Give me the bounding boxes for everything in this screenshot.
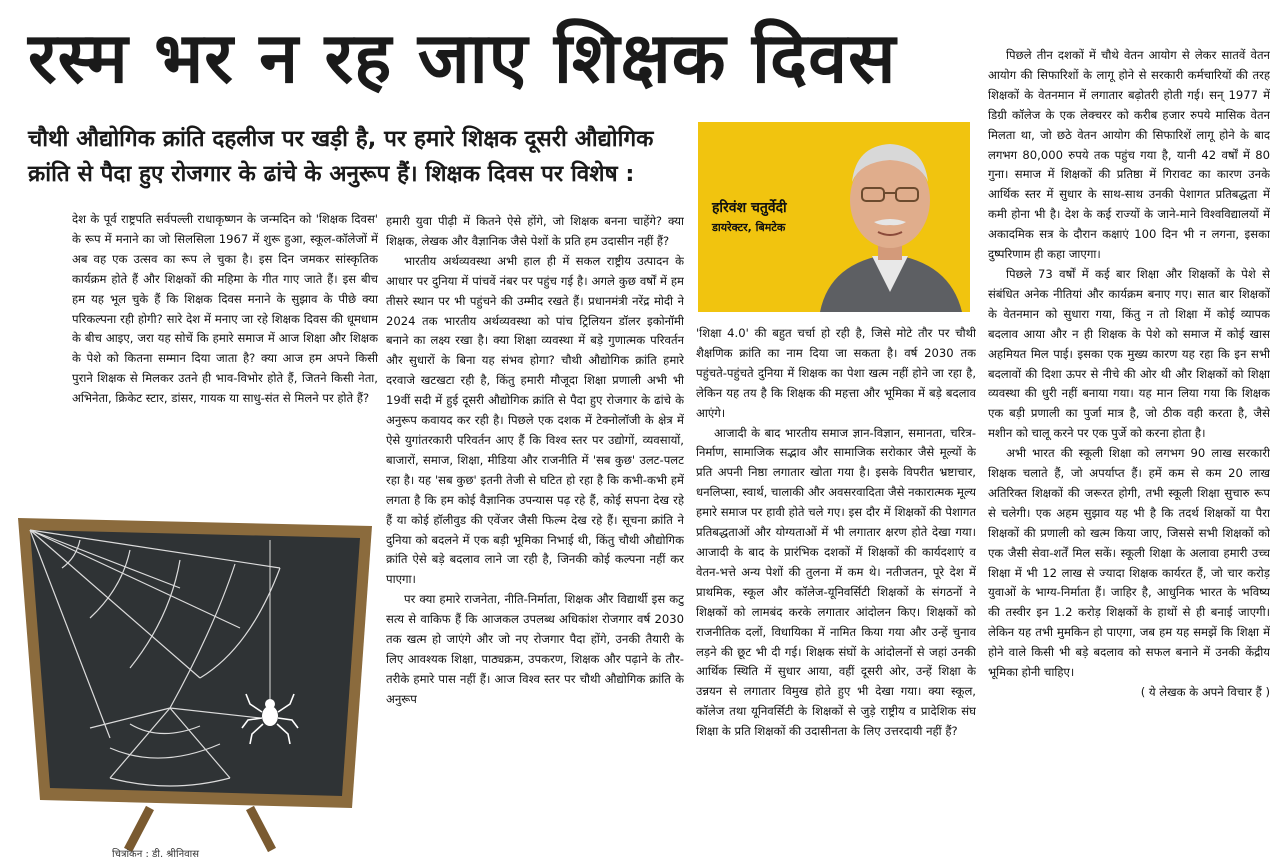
paragraph: आजादी के बाद भारतीय समाज ज्ञान-विज्ञान, समानता, चरित्र-निर्माण, सामाजिक सद्भाव और सामाजिक सरोकार जैसे मूल्यों के प्रति अपनी निष्ठा लगातार खोता गया है। इसके विपरीत भ्रष्टाचार, धनलिप्सा, स्वार्थ, चालाकी और अवसरवादिता जैसे नकारात्मक मूल्य हमारे समाज पर हावी होते चले गए। इस दौर में शिक्षकों की पेशागत प्रतिबद्धताओं और योग्यताओं में भी लगातार क्षरण होते देखा गया। आजादी के बाद के प्रारंभिक दशकों में शिक्षकों की कार्यदशाएं व वेतन-भत्ते अन्य पेशों की तुलना में कम थे। नतीजतन, पूरे देश में प्राथमिक, स्कूल और कॉलेज-यूनिवर्सिटी शिक्षकों के संगठनों ने शिक्षकों को लामबंद करके लगातार आंदोलन किए। शिक्षकों को राजनीतिक दलों, विधायिका में नामित किया गया और उन्हें चुनाव लड़ने की छूट भी दी गई। शिक्षक संघों के आंदोलनों से जहां उनकी आर्थिक स्थिति में सुधार आया, वहीं दूसरी ओर, उन्हें शिक्षा के उन्नयन से लगातार विमुख होते हुए भी देखा गया। क्या स्कूल, कॉलेज तथा यूनिवर्सिटी के शिक्षकों से जुड़े राष्ट्रीय व प्रादेशिक संघ शिक्षा के प्रति शिक्षकों की उदासीनता के लिए उत्तरदायी नहीं हैं? [696,425,976,739]
deck-subheadline: चौथी औद्योगिक क्रांति दहलीज पर खड़ी है, पर हमारे शिक्षक दूसरी औद्योगिक क्रांति से पैदा हुए रोजगार के ढांचे के अनुरूप हैं। शिक्षक दिवस पर विशेष : [28,126,654,187]
easel-leg-right [250,808,272,850]
easel-leg-left [128,808,150,850]
signoff: ( ये लेखक के अपने विचार हैं ) [1140,685,1270,699]
author-title: डायरेक्टर, बिमटेक [712,221,786,234]
paragraph: 'शिक्षा 4.0' की बहुत चर्चा हो रही है, जिसे मोटे तौर पर चौथी शैक्षणिक क्रांति का नाम दिया जा सकता है। वर्ष 2030 तक पहुंचते-पहुंचते दुनिया में शिक्षक का पेशा खत्म नहीं होने जा रहा है, लेकिन यह तय है कि शिक्षक की महत्ता और भूमिका में बड़े बदलाव आएंगे। [696,326,976,420]
author-box [698,122,970,312]
article-column-3 [696,324,976,854]
article-column-1 [72,210,378,480]
article-column-2 [386,212,684,857]
paragraph: हमारी युवा पीढ़ी में कितने ऐसे होंगे, जो शिक्षक बनना चाहेंगे? क्या शिक्षक, लेखक और वैज्ञानिक जैसे पेशों के प्रति हम उदासीन नहीं हैं? [386,214,684,248]
author-name: हरिवंश चतुर्वेदी [712,200,787,216]
paragraph: देश के पूर्व राष्ट्रपति सर्वपल्ली राधाकृष्णन के जन्मदिन को 'शिक्षक दिवस' के रूप में मनाने का जो सिलसिला 1967 में शुरू हुआ, स्कूल-कॉलेजों में अब वह एक उत्सव का रूप ले चुका है। इस दिन जमकर सांस्कृतिक कार्यक्रम होते हैं और शिक्षकों की महिमा के गीत गाए जाते हैं। इस बीच हम यह भूल चुके हैं कि शिक्षक दिवस मनाने के सुझाव के पीछे क्या परिकल्पना रही होगी? सारे देश में मनाए जा रहे शिक्षक दिवस की धूमधाम के बीच आइए, जरा यह सोचें कि हमारे समाज में आज शिक्षा और शिक्षक के पेशे को कितना सम्मान दिया जाता है? क्या आज हम अपने किसी पुराने शिक्षक से मिलकर उतने ही भाव-विभोर होते हैं, जितने किसी नेता, अभिनेता, क्रिकेट स्टार, डांसर, गायक या साधु-संत से मिलने पर होते हैं? [72,212,378,406]
paragraph: पिछले तीन दशकों में चौथे वेतन आयोग से लेकर सातवें वेतन आयोग की सिफारिशों के लागू होने से सरकारी कर्मचारियों की तरह शिक्षकों के वेतनमान में लगातार बढ़ोतरी होती गई। सन् 1977 में डिग्री कॉलेज के एक लेक्चरर को करीब हजार रुपये मासिक वेतन मिलता था, जो छठे वेतन आयोग की सिफारिशें लागू होने के बाद लगभग 80,000 रुपये तक पहुंच गया है, यानी 42 वर्षों में 80 गुना। समाज में शिक्षकों की प्रतिष्ठा में गिरावट का कारण उनके आर्थिक स्तर में सुधार के साथ-साथ उनकी पेशागत प्रतिबद्धता में कमी होना भी है। देश के कई राज्यों के जाने-माने विश्वविद्यालयों में अकादमिक सत्र के दौरान कक्षाएं 100 दिन भी न लगना, इसका दुष्परिणाम ही कहा जाएगा। [988,48,1270,262]
illustration-credit: चित्रांकन : डी. श्रीनिवास [112,849,200,860]
headline: रस्म भर न रह जाए शिक्षक दिवस [28,17,897,99]
paragraph: पिछले 73 वर्षों में कई बार शिक्षा और शिक्षकों के पेशे से संबंधित अनेक नीतियां और कार्यक्रम बनाए गए। सात बार शिक्षकों के वेतनमान को सुधारा गया, किंतु न तो शिक्षा में कोई व्यापक बदलाव आया और न ही शिक्षक के पेशे को समाज में कोई खास अहमियत मिल पाई। इसका एक मुख्य कारण यह रहा कि इन सभी बदलावों की दिशा ऊपर से नीचे की ओर थी और शिक्षकों को शिक्षा व्यवस्था की धुरी नहीं बनाया गया। यह मान लिया गया कि शिक्षक एक बड़ी प्रणाली का पुर्जा मात्र है, जो ठीक वही करता है, जैसे मशीन को चालू करने पर एक पुर्जे को करना होता है। [988,266,1270,441]
paragraph: अभी भारत की स्कूली शिक्षा को लगभग 90 लाख सरकारी शिक्षक चलाते हैं, जो अपर्याप्त हैं। हमें कम से कम 20 लाख अतिरिक्त शिक्षकों की जरूरत होगी, तभी स्कूली शिक्षा सुचारु रूप से चलेगी। एक अहम सुझाव यह भी है कि तदर्थ शिक्षकों या पैरा शिक्षकों की प्रणाली को खत्म किया जाए, जिससे सभी शिक्षकों को एक जैसी सेवा-शर्तें मिल सकें। स्कूली शिक्षा के अलावा हमारी उच्च शिक्षा में भी 12 लाख से ज्यादा शिक्षक कार्यरत हैं, जो चार करोड़ युवाओं के भाग्य-निर्माता हैं। जाहिर है, आधुनिक भारत के भविष्य की तस्वीर इन 1.2 करोड़ शिक्षकों के हाथों से ही बनाई जाएगी। लेकिन यह तभी मुमकिन हो पाएगा, जब हम यह समझें कि शिक्षा में होने वाले किसी भी बड़े बदलाव को सफल बनाने में उनकी केंद्रीय भूमिका होनी चाहिए। [988,446,1270,680]
author-portrait-icon [810,122,970,312]
article-column-4 [988,46,1270,858]
chalkboard-surface [30,530,360,796]
chalkboard-cobweb-illustration [0,478,384,860]
paragraph: भारतीय अर्थव्यवस्था अभी हाल ही में सकल राष्ट्रीय उत्पादन के आधार पर दुनिया में पांचवें नंबर पर पहुंच गई है। अगले कुछ वर्षों में हम तीसरे स्थान पर भी पहुंचने की उम्मीद रखते हैं। प्रधानमंत्री नरेंद्र मोदी ने 2024 तक भारतीय अर्थव्यवस्था को पांच ट्रिलियन डॉलर इकोनॉमी बनाने का लक्ष्य रखा है। क्या शिक्षा व्यवस्था में बड़े गुणात्मक परिवर्तन और सुधारों के बिना यह संभव होगा? चौथी औद्योगिक क्रांति हमारे दरवाजे खटखटा रही है, किंतु हमारी मौजूदा शिक्षा प्रणाली अभी भी 19वीं सदी में हुई दूसरी औद्योगिक क्रांति से पैदा हुए रोजगार के ढांचे के अनुरूप कवायद कर रही है। पिछले एक दशक में टेक्नोलॉजी के क्षेत्र में ऐसे युगांतरकारी परिवर्तन आए हैं कि विश्व स्तर पर उद्योगों, व्यवसायों, बाजारों, समाज, शिक्षा, मीडिया और राजनीति में 'सब कुछ' उलट-पलट रहा है। यह 'सब कुछ' इतनी तेजी से घटित हो रहा है कि कभी-कभी हमें लगता है कि हम कोई वैज्ञानिक उपन्यास पढ़ रहे हैं, कोई सपना देख रहे हैं या कोई हॉलीवुड की एवेंजर जैसी फिल्म देख रहे हैं। सूचना क्रांति ने दुनिया को बदलने में एक बड़ी भूमिका निभाई थी, किंतु चौथी औद्योगिक क्रांति ऐसे बड़े बदलाव लाने जा रही है, जिनकी कोई कल्पना नहीं कर पाएगा। [386,253,684,587]
paragraph: पर क्या हमारे राजनेता, नीति-निर्माता, शिक्षक और विद्यार्थी इस कटु सत्य से वाकिफ हैं कि आजकल उपलब्ध अधिकांश रोजगार वर्ष 2030 तक खत्म हो जाएंगे और जो नए रोजगार पैदा होंगे, उनकी तैयारी के लिए आवश्यक शिक्षा, पाठ्यक्रम, उपकरण, शिक्षक और पढ़ाने के तौर-तरीके हमारे पास नहीं हैं। आज विश्व स्तर पर चौथी औद्योगिक क्रांति के अनुरूप [386,592,684,706]
